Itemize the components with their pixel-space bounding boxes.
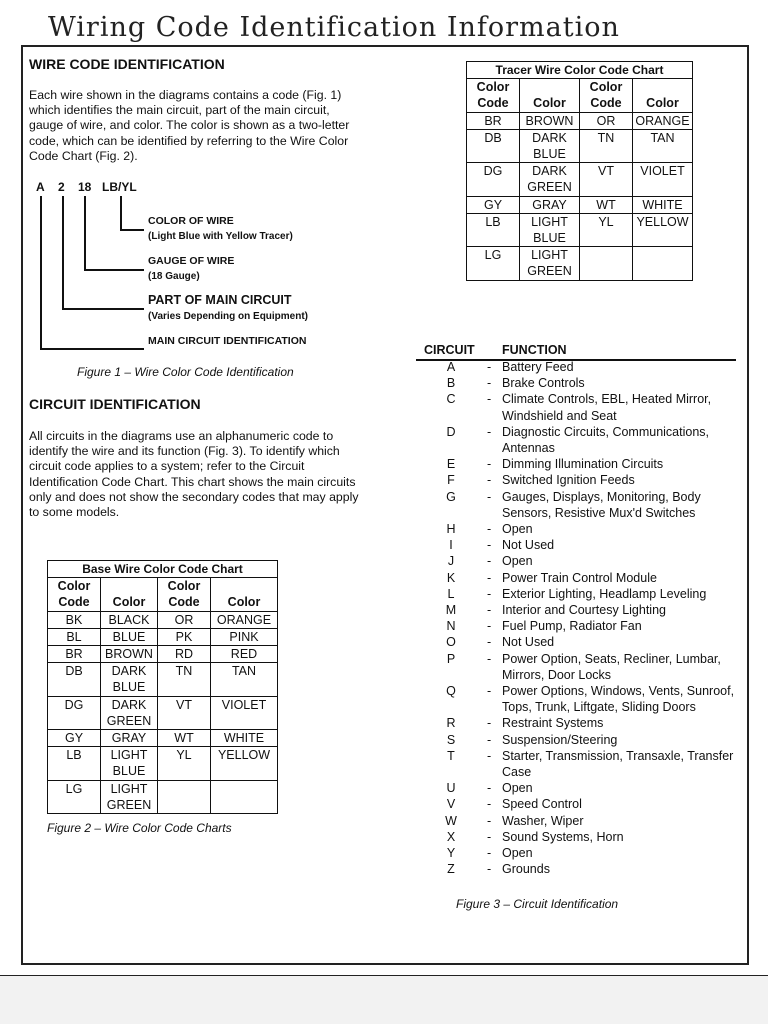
color-code-cell: LG: [467, 247, 520, 280]
circuit-row: [416, 651, 746, 683]
color-name-cell: [211, 780, 278, 813]
color-chart-row: [48, 628, 278, 645]
figure-1-caption: Figure 1 – Wire Color Code Identification: [77, 365, 294, 379]
circuit-letter: J: [447, 554, 455, 569]
code-color: LB/YL: [102, 180, 137, 194]
circuit-function: Not Used: [502, 538, 555, 553]
circuit-function: Power Train Control Module: [502, 570, 657, 585]
color-code-cell: DG: [467, 163, 520, 196]
circuit-letter: Y: [446, 846, 456, 861]
color-leader-line: [120, 196, 122, 230]
circuit-function: Grounds: [502, 862, 550, 877]
circuit-row: [416, 796, 746, 812]
base-color-chart: [47, 560, 278, 814]
color-code-cell: [158, 780, 211, 813]
header-code: Code: [590, 96, 622, 111]
color-chart-row: [467, 247, 693, 280]
color-chart-row: [467, 112, 693, 129]
circuit-letter: V: [446, 797, 456, 812]
color-name-cell: ORANGE: [211, 611, 278, 628]
circuit-function: Restraint Systems: [502, 716, 604, 731]
circuit-letter: M: [445, 603, 457, 618]
color-chart-row: [467, 213, 693, 246]
circuit-dash: -: [487, 554, 492, 569]
color-code-cell: RD: [158, 646, 211, 663]
color-code-cell: WT: [580, 196, 633, 213]
circuit-dash: -: [487, 586, 492, 601]
color-chart-row: [48, 646, 278, 663]
circuit-function: Open: [502, 846, 533, 861]
color-name-cell: LIGHT BLUE: [101, 747, 158, 780]
circuit-letter: T: [447, 748, 455, 763]
color-name-cell: DARK GREEN: [101, 696, 158, 729]
circuit-row: [416, 570, 746, 586]
circuit-row: [416, 375, 746, 391]
color-code-cell: BK: [48, 611, 101, 628]
color-name-cell: ORANGE: [633, 112, 693, 129]
color-name-cell: LIGHT GREEN: [520, 247, 580, 280]
circuit-row: [416, 634, 746, 650]
circuit-function: Brake Controls: [502, 376, 585, 391]
gauge-leader-line-h: [84, 269, 144, 271]
circuit-row: [416, 602, 746, 618]
circuit-row: [416, 586, 746, 602]
color-name-cell: VIOLET: [633, 163, 693, 196]
circuit-function: Exterior Lighting, Headlamp Leveling: [502, 586, 707, 601]
circuit-function: Suspension/Steering: [502, 732, 618, 747]
circuit-row: [416, 732, 746, 748]
circuit-dash: -: [487, 473, 492, 488]
circuit-function: Dimming Illumination Circuits: [502, 457, 664, 472]
header-code: Code: [58, 595, 90, 610]
circuit-dash: -: [487, 489, 492, 504]
circuit-function: Power Options, Windows, Vents, Sunroof, Tops, Trunk, Liftgate, Sliding Doors: [502, 684, 735, 715]
main-leader-line: [40, 196, 42, 349]
header-code: Code: [477, 96, 509, 111]
circuit-function: Fuel Pump, Radiator Fan: [502, 619, 642, 634]
wire-code-heading: WIRE CODE IDENTIFICATION: [29, 56, 225, 72]
circuit-dash: -: [487, 781, 492, 796]
circuit-row: [416, 813, 746, 829]
color-chart-row: [48, 730, 278, 747]
part-of-circuit-sub: (Varies Depending on Equipment): [148, 311, 309, 322]
color-code-cell: GY: [467, 196, 520, 213]
color-name-cell: TAN: [633, 129, 693, 162]
circuit-row: [416, 359, 746, 375]
tracer-chart-title: Tracer Wire Color Code Chart: [467, 62, 693, 79]
part-of-circuit-label: PART OF MAIN CIRCUIT: [148, 293, 292, 307]
circuit-row: [416, 845, 746, 861]
color-code-cell: OR: [580, 112, 633, 129]
circuit-row: [416, 715, 746, 731]
function-header-label: FUNCTION: [502, 343, 567, 357]
circuit-dash: -: [487, 376, 492, 391]
color-name-cell: TAN: [211, 663, 278, 696]
color-name-cell: [633, 247, 693, 280]
header-color: Color: [476, 80, 510, 95]
color-name-cell: YELLOW: [211, 747, 278, 780]
circuit-dash: -: [487, 392, 492, 407]
main-leader-line-h: [40, 348, 144, 350]
color-code-cell: BR: [467, 112, 520, 129]
circuit-letter: G: [446, 489, 456, 504]
code-circuit: A: [36, 180, 45, 194]
header-cell: [158, 578, 211, 611]
color-name-cell: YELLOW: [633, 213, 693, 246]
color-leader-line-h: [120, 229, 144, 231]
color-of-wire-label: COLOR OF WIRE: [148, 215, 234, 227]
color-chart-row: [48, 663, 278, 696]
circuit-letter: A: [446, 360, 456, 374]
header-cell: [48, 578, 101, 611]
color-code-cell: GY: [48, 730, 101, 747]
color-name-cell: PINK: [211, 628, 278, 645]
main-circuit-label: MAIN CIRCUIT IDENTIFICATION: [148, 335, 307, 347]
color-chart-row: [48, 747, 278, 780]
circuit-row: [416, 537, 746, 553]
color-code-cell: DB: [48, 663, 101, 696]
circuit-row: [416, 829, 746, 845]
circuit-row: [416, 424, 746, 456]
code-gauge: 18: [78, 180, 92, 194]
circuit-dash: -: [487, 570, 492, 585]
circuit-dash: -: [487, 716, 492, 731]
circuit-dash: -: [487, 748, 492, 763]
figure-2-caption: Figure 2 – Wire Color Code Charts: [47, 821, 232, 835]
part-leader-line: [62, 196, 64, 309]
circuit-function: Open: [502, 781, 533, 796]
color-code-cell: DG: [48, 696, 101, 729]
color-name-cell: WHITE: [211, 730, 278, 747]
color-name-cell: BLACK: [101, 611, 158, 628]
color-code-cell: WT: [158, 730, 211, 747]
header-cell: [467, 79, 520, 112]
circuit-dash: -: [487, 635, 492, 650]
circuit-function-list: [416, 359, 746, 878]
gauge-leader-line: [84, 196, 86, 270]
color-chart-row: [48, 780, 278, 813]
circuit-letter: U: [446, 781, 456, 796]
color-code-cell: TN: [158, 663, 211, 696]
color-code-cell: YL: [580, 213, 633, 246]
circuit-function: Switched Ignition Feeds: [502, 473, 635, 488]
color-chart-row: [467, 129, 693, 162]
color-name-cell: LIGHT BLUE: [520, 213, 580, 246]
color-name-cell: BLUE: [101, 628, 158, 645]
color-code-cell: DB: [467, 129, 520, 162]
header-code: Code: [168, 595, 200, 610]
color-name-cell: BROWN: [101, 646, 158, 663]
circuit-id-heading: CIRCUIT IDENTIFICATION: [29, 396, 201, 412]
circuit-letter: H: [446, 522, 456, 537]
gauge-of-wire-sub: (18 Gauge): [148, 271, 200, 282]
circuit-letter: F: [447, 473, 455, 488]
circuit-function: Climate Controls, EBL, Heated Mirror, Windshield and Seat: [502, 392, 712, 423]
circuit-dash: -: [487, 797, 492, 812]
circuit-dash: -: [487, 829, 492, 844]
header-color-name: Color: [633, 79, 693, 112]
circuit-function: Not Used: [502, 635, 555, 650]
circuit-letter: P: [446, 651, 456, 666]
circuit-dash: -: [487, 360, 492, 374]
color-name-cell: GRAY: [101, 730, 158, 747]
color-chart-row: [467, 163, 693, 196]
header-color: Color: [57, 579, 91, 594]
color-chart-row: [48, 696, 278, 729]
figure-3-caption: Figure 3 – Circuit Identification: [456, 897, 619, 911]
circuit-id-paragraph: All circuits in the diagrams use an alphanumeric code to identify the wire and its function (Fig. 3). To identify which circuit code applies to a system; refer to the Circuit Identification Code Chart. This chart shows the main circuits only and does not show the secondary codes that may apply to some models.: [29, 429, 359, 520]
header-color-name: Color: [520, 79, 580, 112]
color-name-cell: DARK GREEN: [520, 163, 580, 196]
circuit-row: [416, 618, 746, 634]
circuit-dash: -: [487, 651, 492, 666]
circuit-row: [416, 521, 746, 537]
header-color-name: Color: [211, 578, 278, 611]
circuit-dash: -: [487, 813, 492, 828]
circuit-function: Sound Systems, Horn: [502, 829, 624, 844]
page-title: Wiring Code Identification Information: [48, 12, 620, 43]
circuit-function: Open: [502, 522, 533, 537]
wire-code-paragraph: Each wire shown in the diagrams contains a code (Fig. 1) which identifies the main circuit, part of the main circuit, gauge of wire, and color. The color is shown as a two-letter code, which can be identified by referring to the Wire Color Code Chart (Fig. 2).: [29, 88, 350, 163]
circuit-function: Speed Control: [502, 797, 582, 812]
color-name-cell: BROWN: [520, 112, 580, 129]
circuit-function: Interior and Courtesy Lighting: [502, 603, 666, 618]
color-chart-row: [467, 196, 693, 213]
circuit-dash: -: [487, 538, 492, 553]
color-name-cell: DARK BLUE: [101, 663, 158, 696]
color-chart-row: [48, 611, 278, 628]
color-name-cell: LIGHT GREEN: [101, 780, 158, 813]
color-code-cell: LB: [467, 213, 520, 246]
header-color: Color: [167, 579, 201, 594]
color-of-wire-sub: (Light Blue with Yellow Tracer): [148, 231, 293, 242]
circuit-row: [416, 472, 746, 488]
circuit-letter: R: [446, 716, 456, 731]
circuit-function: Diagnostic Circuits, Communications, Antennas: [502, 424, 710, 456]
circuit-function: Battery Feed: [502, 360, 574, 374]
color-code-cell: BL: [48, 628, 101, 645]
color-code-cell: [580, 247, 633, 280]
color-code-cell: LG: [48, 780, 101, 813]
circuit-function: Starter, Transmission, Transaxle, Transfer Case: [502, 748, 734, 780]
color-name-cell: RED: [211, 646, 278, 663]
circuit-header-label: CIRCUIT: [424, 343, 475, 357]
circuit-letter: S: [446, 732, 456, 747]
circuit-letter: E: [446, 457, 456, 472]
color-code-cell: VT: [580, 163, 633, 196]
header-color: Color: [589, 80, 623, 95]
circuit-row: [416, 489, 746, 521]
circuit-letter: Z: [447, 862, 455, 877]
gauge-of-wire-label: GAUGE OF WIRE: [148, 255, 235, 267]
circuit-letter: K: [446, 570, 456, 585]
circuit-function: Washer, Wiper: [502, 813, 584, 828]
circuit-dash: -: [487, 732, 492, 747]
circuit-letter: L: [447, 586, 455, 601]
circuit-row: [416, 553, 746, 569]
circuit-letter: Q: [446, 684, 456, 699]
header-color-name: Color: [101, 578, 158, 611]
circuit-row: [416, 780, 746, 796]
circuit-row: [416, 391, 746, 423]
color-name-cell: DARK BLUE: [520, 129, 580, 162]
color-name-cell: GRAY: [520, 196, 580, 213]
circuit-letter: O: [446, 635, 456, 650]
color-code-cell: BR: [48, 646, 101, 663]
color-code-cell: YL: [158, 747, 211, 780]
circuit-letter: D: [446, 424, 456, 439]
circuit-dash: -: [487, 603, 492, 618]
color-code-cell: OR: [158, 611, 211, 628]
part-leader-line-h: [62, 308, 144, 310]
circuit-function: Open: [502, 554, 533, 569]
tracer-color-chart: [466, 61, 693, 281]
circuit-row: [416, 683, 746, 715]
code-part: 2: [58, 180, 65, 194]
circuit-function: Gauges, Displays, Monitoring, Body Sensors, Resistive Mux'd Switches: [502, 489, 701, 520]
color-code-cell: PK: [158, 628, 211, 645]
circuit-letter: B: [446, 376, 456, 391]
circuit-function: Power Option, Seats, Recliner, Lumbar, Mirrors, Door Locks: [502, 651, 721, 682]
circuit-dash: -: [487, 862, 492, 877]
circuit-dash: -: [487, 522, 492, 537]
color-code-cell: VT: [158, 696, 211, 729]
circuit-dash: -: [487, 424, 492, 439]
circuit-dash: -: [487, 846, 492, 861]
base-chart-title: Base Wire Color Code Chart: [48, 561, 278, 578]
circuit-letter: X: [446, 829, 456, 844]
circuit-dash: -: [487, 684, 492, 699]
circuit-dash: -: [487, 619, 492, 634]
bottom-band: [0, 976, 768, 1024]
header-cell: [580, 79, 633, 112]
color-name-cell: VIOLET: [211, 696, 278, 729]
color-code-cell: LB: [48, 747, 101, 780]
color-name-cell: WHITE: [633, 196, 693, 213]
circuit-row: [416, 861, 746, 877]
circuit-letter: N: [446, 619, 456, 634]
circuit-letter: I: [449, 538, 453, 553]
circuit-letter: C: [446, 392, 456, 407]
circuit-row: [416, 456, 746, 472]
circuit-row: [416, 748, 746, 780]
circuit-letter: W: [445, 813, 457, 828]
circuit-dash: -: [487, 457, 492, 472]
color-code-cell: TN: [580, 129, 633, 162]
